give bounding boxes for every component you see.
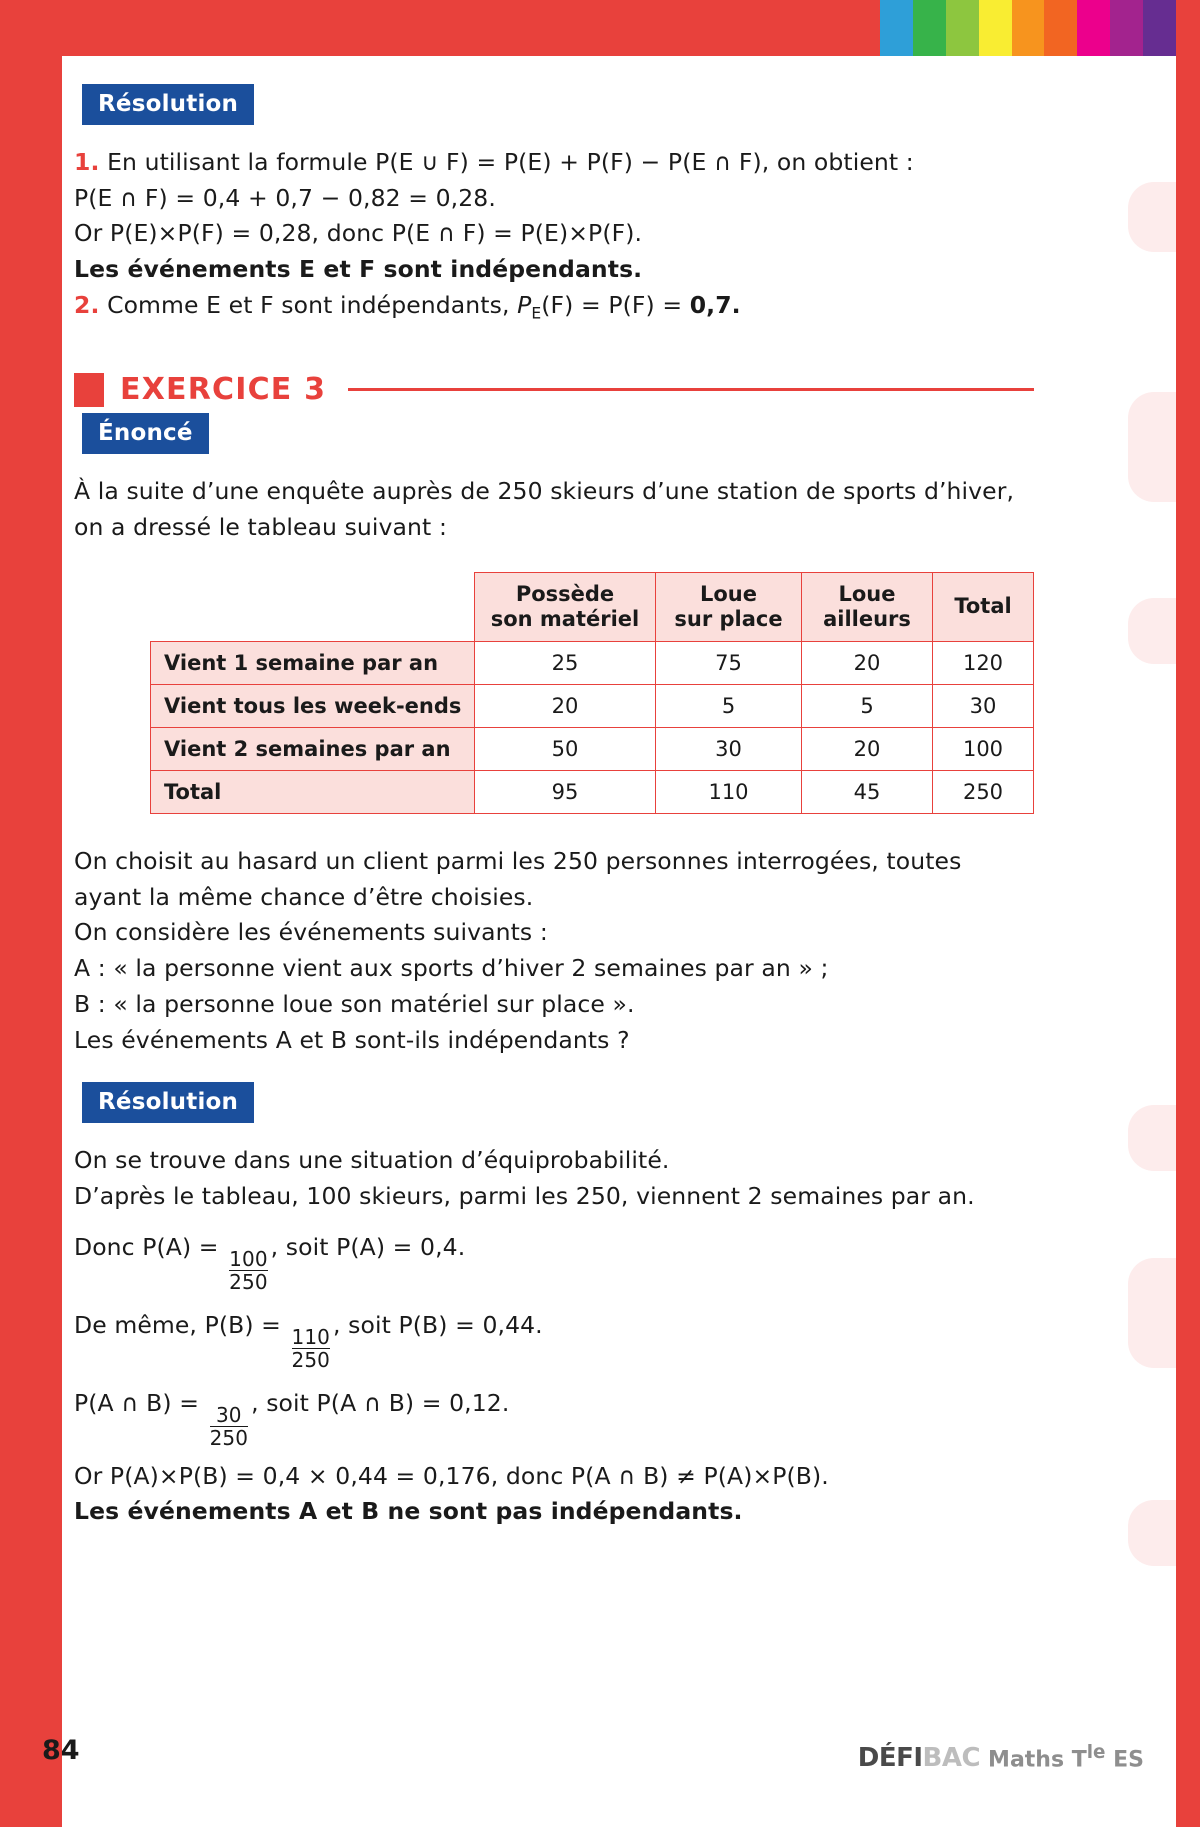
after-table-line5: B : « la personne loue son matériel sur place ». bbox=[74, 989, 635, 1018]
page-content bbox=[74, 84, 1034, 1530]
eq1-prefix: Donc P(A) = bbox=[74, 1232, 227, 1261]
cell: 25 bbox=[475, 641, 656, 684]
header-line-2: sur place bbox=[674, 606, 783, 631]
eq1-suffix: , soit P(A) = 0,4. bbox=[270, 1232, 466, 1261]
resolution-tag-1: Résolution bbox=[82, 84, 254, 125]
cell: 250 bbox=[933, 770, 1034, 813]
fraction-110-250 bbox=[291, 1324, 331, 1372]
exercise-title: EXERCICE 3 bbox=[120, 372, 327, 408]
cell: 110 bbox=[656, 770, 802, 813]
resolution1-line5-a: Comme E et F sont indépendants, bbox=[107, 290, 518, 319]
header-line-1: Possède bbox=[515, 581, 615, 606]
header-line-2: ailleurs bbox=[823, 606, 911, 631]
after-table-line4: A : « la personne vient aux sports d’hiver 2 semaines par an » ; bbox=[74, 954, 829, 983]
margin-notch bbox=[1128, 1105, 1176, 1171]
brand-defi: DÉFI bbox=[857, 1743, 923, 1774]
resolution2-equation-1 bbox=[74, 1223, 1034, 1293]
table-row bbox=[151, 641, 1034, 684]
resolution1-line5-sub: E bbox=[531, 304, 542, 323]
item-number-1: 1. bbox=[74, 148, 100, 176]
cell: 120 bbox=[933, 641, 1034, 684]
table-corner-cell bbox=[151, 572, 475, 641]
table-header-row bbox=[151, 572, 1034, 641]
cell: 95 bbox=[475, 770, 656, 813]
exercise-heading bbox=[74, 372, 1034, 407]
cell: 5 bbox=[656, 684, 802, 727]
resolution2-equation-3 bbox=[74, 1379, 1034, 1449]
margin-notch bbox=[1128, 598, 1176, 664]
resolution1-line5-value: 0,7. bbox=[689, 290, 741, 319]
resolution1-line3: Or P(E)×P(F) = 0,28, donc P(E ∩ F) = P(E)×P(F). bbox=[74, 219, 643, 248]
brand-subject-sup: le bbox=[1086, 1742, 1106, 1763]
denominator: 250 bbox=[291, 1347, 331, 1372]
denominator: 250 bbox=[209, 1425, 249, 1450]
after-table-line2: ayant la même chance d’être choisies. bbox=[74, 882, 534, 911]
page-number: 84 bbox=[42, 1735, 80, 1766]
denominator: 250 bbox=[229, 1269, 268, 1294]
numerator: 100 bbox=[229, 1246, 268, 1271]
row-label: Total bbox=[151, 770, 475, 813]
brand-subject-text: Maths T bbox=[988, 1747, 1087, 1773]
resolution1-line1 bbox=[74, 145, 1034, 181]
cell: 30 bbox=[656, 727, 802, 770]
resolution2-line2: D’après le tableau, 100 skieurs, parmi les 250, viennent 2 semaines par an. bbox=[74, 1181, 975, 1210]
cell: 20 bbox=[475, 684, 656, 727]
after-table-question: Les événements A et B sont-ils indépendants ? bbox=[74, 1025, 630, 1054]
brand-bac: BAC bbox=[922, 1743, 981, 1774]
resolution2-line3: Or P(A)×P(B) = 0,4 × 0,44 = 0,176, donc P(A ∩ B) ≠ P(A)×P(B). bbox=[74, 1461, 829, 1490]
header-line-2: son matériel bbox=[490, 606, 640, 631]
table-header-total bbox=[933, 572, 1034, 641]
margin-notch bbox=[1128, 1258, 1176, 1368]
header-line-1: Loue bbox=[699, 581, 757, 606]
row-label: Vient 1 semaine par an bbox=[151, 641, 475, 684]
row-label: Vient tous les week-ends bbox=[151, 684, 475, 727]
cell: 75 bbox=[656, 641, 802, 684]
table-header-loue-sur-place bbox=[656, 572, 802, 641]
resolution1-line5-p: P bbox=[517, 290, 532, 319]
statistics-table bbox=[150, 572, 1034, 814]
cell: 20 bbox=[802, 727, 933, 770]
fraction-30-250 bbox=[209, 1402, 249, 1450]
resolution2-equation-2 bbox=[74, 1301, 1034, 1371]
cell: 100 bbox=[933, 727, 1034, 770]
brand-subject-end: ES bbox=[1105, 1747, 1144, 1773]
cell: 45 bbox=[802, 770, 933, 813]
resolution1-line1-text: En utilisant la formule P(E ∪ F) = P(E) + P(F) − P(E ∩ F), on obtient : bbox=[107, 148, 914, 176]
numerator: 30 bbox=[215, 1402, 242, 1427]
resolution1-line5 bbox=[74, 288, 1034, 326]
header-line-1: Total bbox=[954, 594, 1012, 619]
resolution1-conclusion: Les événements E et F sont indépendants. bbox=[74, 255, 643, 284]
exercise-bullet-icon bbox=[74, 373, 104, 407]
resolution2-line1: On se trouve dans une situation d’équiprobabilité. bbox=[74, 1146, 670, 1175]
margin-notch bbox=[1128, 392, 1176, 502]
resolution-tag-2: Résolution bbox=[82, 1082, 254, 1123]
enonce-tag: Énoncé bbox=[82, 413, 209, 454]
enonce-line1: À la suite d’une enquête auprès de 250 skieurs d’une station de sports d’hiver, bbox=[74, 477, 1015, 506]
row-label: Vient 2 semaines par an bbox=[151, 727, 475, 770]
table-row bbox=[151, 727, 1034, 770]
resolution1-line2: P(E ∩ F) = 0,4 + 0,7 − 0,82 = 0,28. bbox=[74, 183, 496, 212]
numerator: 110 bbox=[291, 1324, 331, 1349]
eq2-prefix: De même, P(B) = bbox=[74, 1310, 289, 1339]
table-header-loue-ailleurs bbox=[802, 572, 933, 641]
cell: 50 bbox=[475, 727, 656, 770]
resolution2-conclusion: Les événements A et B ne sont pas indépendants. bbox=[74, 1497, 743, 1526]
eq2-suffix: , soit P(B) = 0,44. bbox=[333, 1310, 543, 1339]
margin-notch bbox=[1128, 182, 1176, 252]
footer-brand bbox=[858, 1742, 1144, 1773]
eq3-suffix: , soit P(A ∩ B) = 0,12. bbox=[251, 1388, 510, 1417]
exercise-rule bbox=[348, 388, 1034, 391]
left-margin-bar bbox=[0, 0, 62, 1827]
table-row bbox=[151, 770, 1034, 813]
brand-subject bbox=[988, 1742, 1144, 1772]
cell: 20 bbox=[802, 641, 933, 684]
right-margin-bar bbox=[1176, 0, 1200, 1827]
after-table-line1: On choisit au hasard un client parmi les 250 personnes interrogées, toutes bbox=[74, 846, 962, 875]
eq3-prefix: P(A ∩ B) = bbox=[74, 1388, 207, 1417]
margin-notch bbox=[1128, 1500, 1176, 1566]
table-header-possede bbox=[475, 572, 656, 641]
after-table-line3: On considère les événements suivants : bbox=[74, 918, 548, 947]
resolution1-line5-c: (F) = P(F) = bbox=[541, 290, 690, 319]
cell: 30 bbox=[933, 684, 1034, 727]
item-number-2: 2. bbox=[74, 290, 100, 319]
fraction-100-250 bbox=[229, 1246, 268, 1294]
header-line-1: Loue bbox=[838, 581, 896, 606]
enonce-line2: on a dressé le tableau suivant : bbox=[74, 512, 447, 541]
table-row bbox=[151, 684, 1034, 727]
cell: 5 bbox=[802, 684, 933, 727]
color-strip bbox=[880, 0, 1176, 56]
